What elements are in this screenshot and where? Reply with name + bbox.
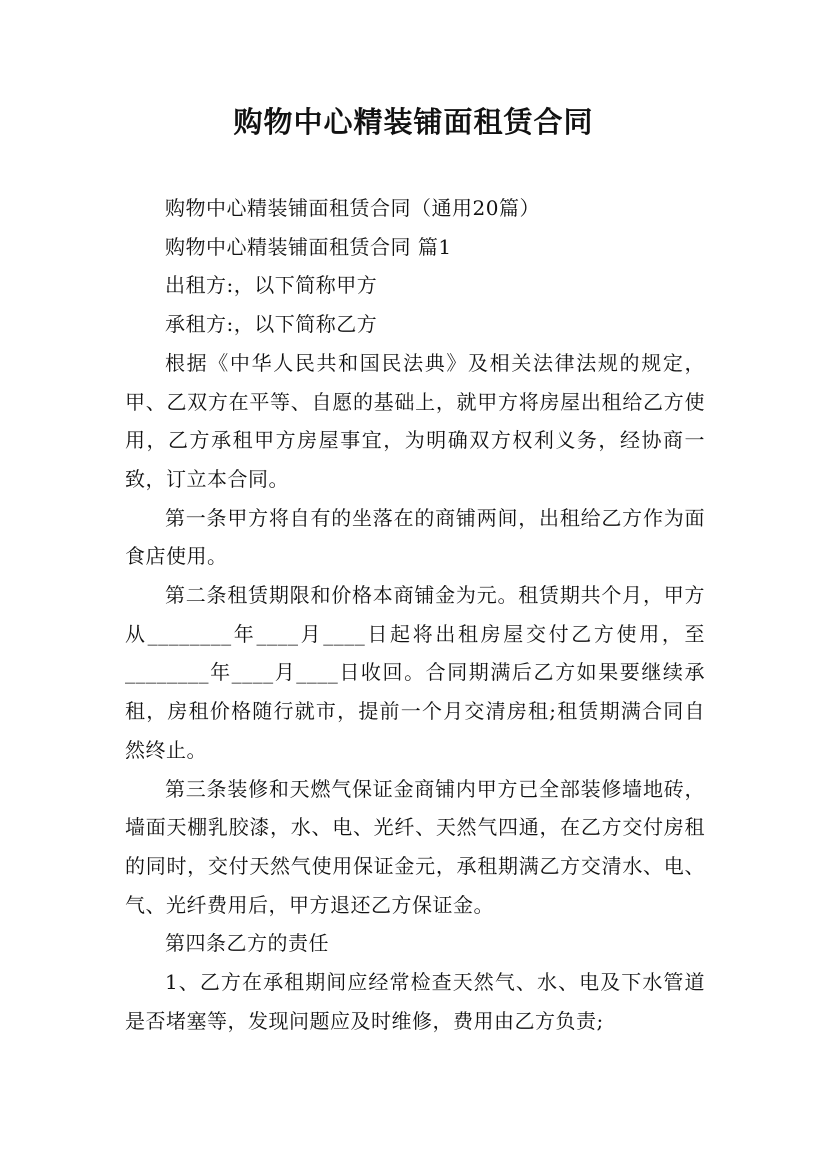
paragraph-article-4-item-1: 1、乙方在承租期间应经常检查天然气、水、电及下水管道是否堵塞等，发现问题应及时维修，费用由乙方负责; xyxy=(125,970,705,1033)
paragraph-article-2: 第二条租赁期限和价格本商铺金为元。租赁期共个月，甲方从________年____月____日起将出租房屋交付乙方使用，至________年____月____日收回。合同期满后乙方如果要继续承租，房租价格随行就市，提前一个月交清房租;租赁期满合同自然终止。 xyxy=(125,583,705,762)
document-title: 购物中心精装铺面租赁合同 xyxy=(233,105,594,139)
paragraph-article-heading: 购物中心精装铺面租赁合同 篇1 xyxy=(165,234,452,259)
paragraph-article-1: 第一条甲方将自有的坐落在的商铺两间，出租给乙方作为面食店使用。 xyxy=(125,505,705,569)
document-body xyxy=(125,189,705,1040)
paragraph-preamble: 根据《中华人民共和国民法典》及相关法律法规的规定，甲、乙双方在平等、自愿的基础上，就甲方将房屋出租给乙方使用，乙方承租甲方房屋事宜，为明确双方权利义务，经协商一致，订立本合同。 xyxy=(125,350,705,491)
paragraph-article-3: 第三条装修和天燃气保证金商铺内甲方已全部装修墙地砖，墙面天棚乳胶漆，水、电、光纤、天然气四通，在乙方交付房租的同时，交付天然气使用保证金元，承租期满乙方交清水、电、气、光纤费用后，甲方退还乙方保证金。 xyxy=(125,776,705,917)
paragraph-lessor: 出租方:，以下简称甲方 xyxy=(165,273,378,298)
paragraph-article-4-heading: 第四条乙方的责任 xyxy=(165,931,329,956)
paragraph-lessee: 承租方:，以下简称乙方 xyxy=(165,312,378,337)
paragraph-subtitle: 购物中心精装铺面租赁合同（通用20篇） xyxy=(165,196,540,220)
